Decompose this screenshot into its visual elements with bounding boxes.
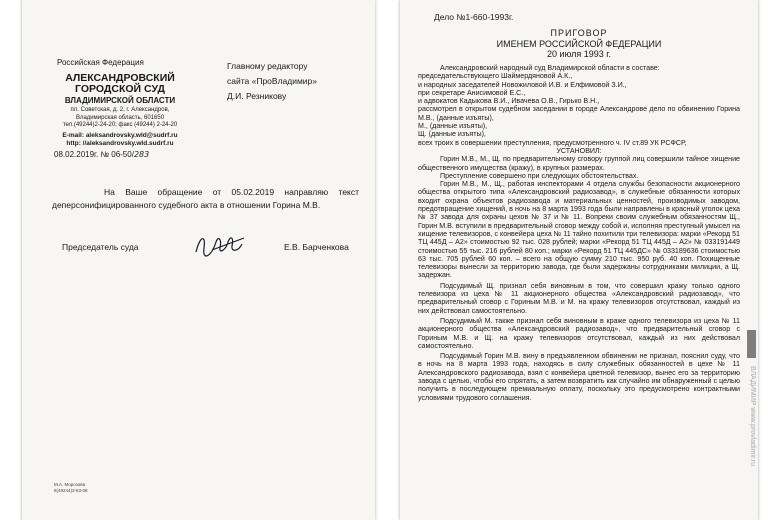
cover-letter-page — [22, 0, 375, 520]
watermark-logo — [747, 330, 756, 358]
executor-phone: 8(49244)3-53-08 — [54, 488, 88, 493]
verdict-paragraph: рассмотрел в открытом судебном заседании в городе Александрове дело по обвинению Горина М.В., (данные изъяты), — [418, 105, 740, 122]
verdict-paragraph: Подсудимый Щ. признал себя виновным в том, что совершил кражу только одного телевизора из цеха № 11 акционерного общества «Александровский радиозавод», что предварительный сговор с Гориным М.В. и М. на кражу телевизоров отсутствовал, каждый из них действовал самостоятельно. — [418, 281, 740, 315]
court-email — [54, 132, 186, 148]
case-number: Дело №1-660-1993г. — [434, 12, 514, 22]
verdict-paragraph: Горин М.В., М., Щ. по предварительному сговору группой лиц совершили тайное хищение общественного имущества (кражу), в крупных размерах. — [418, 155, 740, 172]
verdict-paragraph: председательствующего Шаймердяновой А.К., — [418, 72, 573, 81]
court-email-line: E-mail: aleksandrovsky.wld@sudrf.ru — [62, 131, 178, 139]
verdict-paragraph: УСТАНОВИЛ: — [556, 146, 602, 155]
court-letterhead — [54, 58, 186, 159]
verdict-body — [418, 64, 740, 402]
court-oblast: ВЛАДИМИРСКОЙ ОБЛАСТИ — [64, 96, 176, 105]
addressee-block — [227, 60, 317, 105]
verdict-title: ПРИГОВОР — [550, 28, 608, 38]
verdict-paragraph: Подсудимый Горин М.В. вину в предъявленном обвинении не признал, пояснил суду, что в ночь на 8 марта 1993 года, находясь в силу служебных обязанностей в цехе № 11 Александровского радиозавода, взял с конвейера цветной телевизор, вынес его за территорию завода с целью, чтобы его спрятать, а затем возвратить как случайно им обнаруженный с целью получить в последующем премиальную оплату, поскольку это предусмотрено контрактными условиями трудового соглашения. — [418, 352, 740, 402]
watermark-site-text: ВЛАДИМИР www.provladimir.ru — [749, 366, 756, 467]
verdict-paragraph: Преступление совершено при следующих обстоятельствах. — [440, 171, 639, 180]
handwritten-signature — [192, 230, 252, 260]
outgoing-no-handwritten: 283 — [133, 149, 150, 159]
court-address — [54, 107, 186, 130]
court-name — [54, 73, 186, 95]
addressee-line3: Д.И. Резникову — [227, 91, 287, 101]
verdict-date: 20 июля 1993 г. — [547, 49, 611, 59]
outgoing-number — [54, 150, 186, 159]
court-name-line1: АЛЕКСАНДРОВСКИЙ — [65, 72, 175, 84]
executor-name: М.А. Морозова — [54, 482, 86, 487]
addressee-line2: сайта «ПроВладимир» — [227, 76, 318, 86]
verdict-paragraph: и адвокатов Кадыкова В.И., Ивачева О.В., Гирько В.Н., — [418, 97, 600, 106]
court-name-line2: ГОРОДСКОЙ СУД — [75, 83, 165, 95]
verdict-paragraph: Александровский народный суд Владимирской области в составе: — [440, 64, 660, 72]
court-address-line2: Владимирская область, 601650 — [75, 114, 165, 121]
signatory-position: Председатель суда — [62, 242, 139, 252]
signatory-name: Е.В. Барченкова — [284, 242, 349, 252]
addressee-line1: Главному редактору — [227, 61, 308, 71]
request-text — [52, 186, 362, 212]
outgoing-date: 08.02.2019г. — [54, 149, 99, 159]
federation-label: Российская Федерация — [57, 58, 144, 67]
verdict-paragraph: Горин М.В., М., Щ., работая инспекторами 4 отдела службы безопасности акционерного общества открытого типа «Александровский радиозавод», в служебные обязанности которых входит охрана объектов радиозавода и материальных ценностей, производимых заводом, предотвращение хищений, в ночь на 8 марта 1993 года были направлены в красный уголок цеха № 37 завода для охраны цехов № 37 и № 11. Вопреки своим служебным обязанностям Щ., Горин М.В. вступили в предварительный сговор между собой и, исполняя преступный умысел на хищение телевизоров, с конвейера цеха № 11 тайно похитили три телевизора: марки «Рекорд 51 ТЦ 445Д – А2» стоимостью 92 тыс. 028 рублей; марки «Рекорд 51 ТЦ 445Д – А2» № 033191449 стоимостью 55 тыс. 216 рублей 80 коп.; марки «Рекорд 51 ТЦ 445ДС» № 033189636 стоимостью 63 тыс. 705 рублей 60 коп. – всего на общую сумму 210 тыс. 950 руб. 40 коп. Похищенные телевизоры вынесли за территорию завода, где были задержаны сотрудниками милиции, а Щ. задержан. — [418, 180, 740, 280]
request-line2: деперсонифицированного судебного акта в отношении Горина М.В. — [52, 200, 321, 210]
court-website: http: //aleksandrovsky.wld.sudrf.ru — [66, 139, 174, 147]
verdict-paragraph: М., (данные изъяты), — [418, 122, 488, 131]
executor-note — [54, 482, 88, 494]
verdict-paragraph: Подсудимый М. также признал себя виновным в краже одного телевизора из цеха № 11 акционерного общества «Александровский радиозавод», что предварительный сговор с Гориным М.В. и Щ. на кражу телевизоров отсутствовал, каждый из них действовал самостоятельно. — [418, 316, 740, 350]
verdict-header — [400, 28, 758, 60]
verdict-paragraph: и народных заседателей Новожиловой И.В. и Елфимовой З.И., — [418, 80, 627, 89]
verdict-paragraph: Щ. (данные изъяты), — [418, 130, 486, 139]
court-phone: тел.(49244)2-24-20; факс (49244) 2-24-20 — [62, 122, 178, 128]
verdict-page — [400, 0, 758, 520]
verdict-subtitle: ИМЕНЕМ РОССИЙСКОЙ ФЕДЕРАЦИИ — [496, 38, 662, 49]
verdict-paragraph: при секретаре Анисимовой Е.С., — [418, 88, 526, 97]
request-line1: На Ваше обращение от 05.02.2019 направляю текст — [104, 187, 360, 197]
court-address-line1: пл. Советская, д. 2, г. Александров, — [70, 107, 170, 113]
watermark — [747, 330, 756, 520]
outgoing-no-label: № 06-50/ — [100, 149, 134, 159]
verdict-paragraph: всех троих в совершении преступления, предусмотренного ч. IV ст.89 УК РСФСР, — [418, 138, 687, 147]
